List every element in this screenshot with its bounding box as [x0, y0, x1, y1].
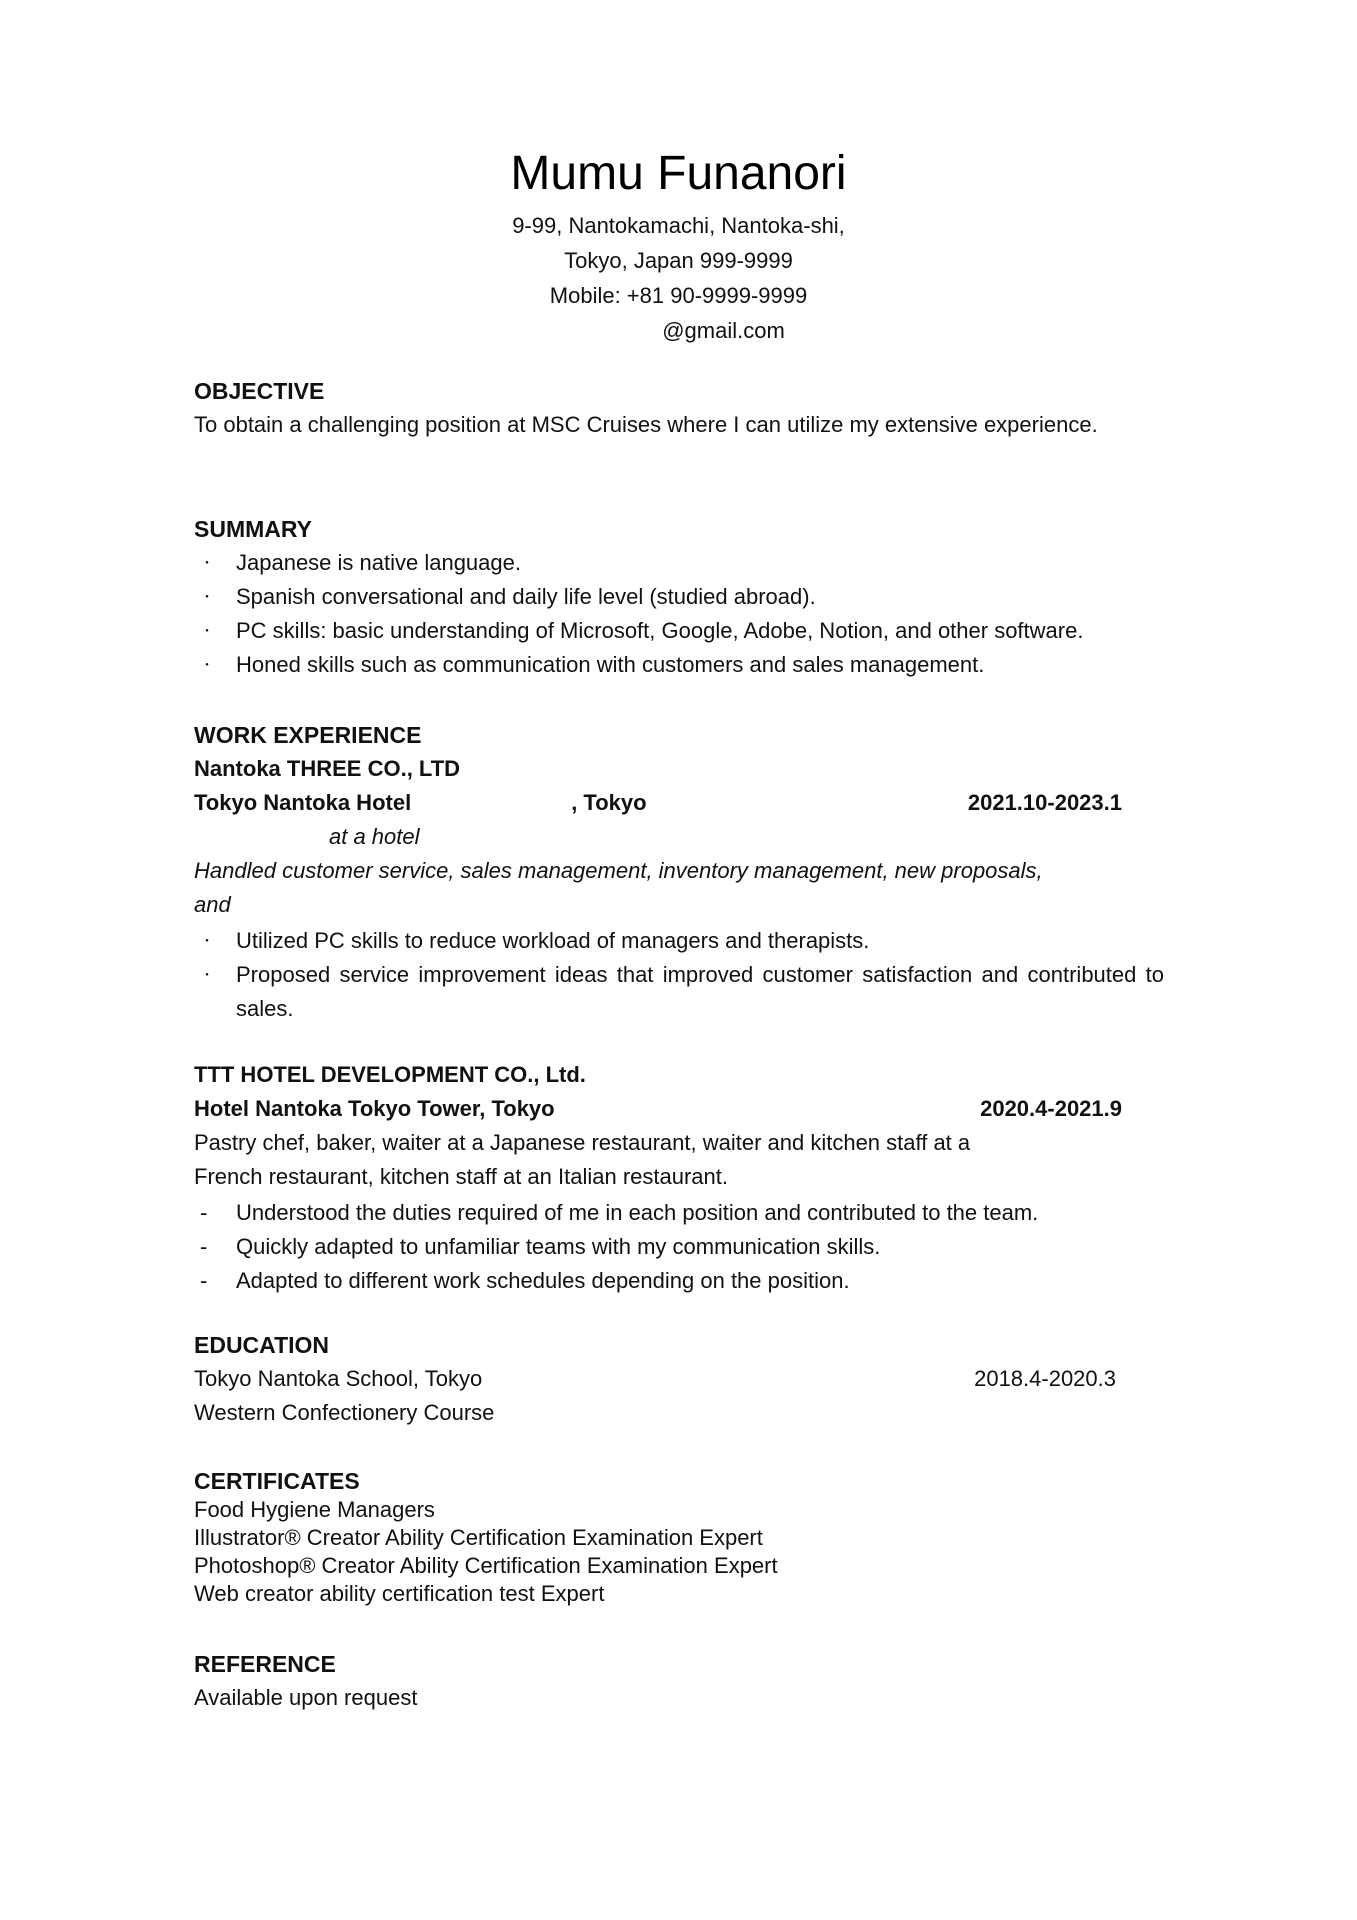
reference-text: Available upon request: [194, 1685, 418, 1710]
job-1-desc-line-1: Handled customer service, sales management, inventory management, new proposals,: [194, 858, 1043, 883]
redacted-email-user: [572, 322, 662, 342]
objective-text: To obtain a challenging position at MSC Cruises where I can utilize my extensive experience.: [194, 412, 1098, 437]
email-line: [0, 313, 1357, 348]
job-1-bullet: ・ Utilized PC skills to reduce workload of managers and therapists.: [194, 924, 1164, 958]
reference-section: [194, 1647, 1164, 1715]
job-2-desc-line-2: French restaurant, kitchen staff at an Italian restaurant.: [194, 1164, 728, 1189]
job-1-bullet: ・ Proposed service improvement ideas that improved customer satisfaction and contributed to sales.: [194, 958, 1164, 1026]
summary-item: ・ Spanish conversational and daily life level (studied abroad).: [194, 580, 1164, 614]
education-heading: EDUCATION: [194, 1332, 330, 1358]
certificate-item: Food Hygiene Managers: [194, 1497, 435, 1522]
email-domain: @gmail.com: [662, 318, 785, 343]
objective-heading: OBJECTIVE: [194, 378, 325, 404]
education-dates: 2018.4-2020.3: [974, 1366, 1116, 1391]
work-heading: WORK EXPERIENCE: [194, 722, 422, 748]
job-2-location-row: [194, 1092, 1122, 1126]
bullet-icon: ・: [200, 555, 214, 571]
mobile-number: Mobile: +81 90-9999-9999: [549, 283, 808, 308]
job-1-location: Tokyo Nantoka Hotel , Tokyo: [194, 790, 647, 815]
job-2-bullet: - Quickly adapted to unfamiliar teams with my communication skills.: [194, 1230, 1164, 1264]
certificate-item: Illustrator® Creator Ability Certification Examination Expert: [194, 1525, 763, 1550]
course-name: Western Confectionery Course: [194, 1400, 495, 1425]
job-1-location-row: [194, 786, 1122, 820]
summary-heading: SUMMARY: [194, 516, 312, 542]
summary-item: ・ Honed skills such as communication with customers and sales management.: [194, 648, 1164, 682]
bullet-icon: ・: [200, 967, 214, 983]
candidate-name: Mumu Funanori: [510, 147, 847, 200]
certificate-item: Web creator ability certification test Expert: [194, 1581, 605, 1606]
address-line-1: 9-99, Nantokamachi, Nantoka-shi,: [512, 213, 845, 238]
bullet-icon: ・: [200, 589, 214, 605]
certificates-heading: CERTIFICATES: [194, 1468, 360, 1494]
job-2-bullet: - Understood the duties required of me in each position and contributed to the team.: [194, 1196, 1164, 1230]
job-1-company: Nantoka THREE CO., LTD: [194, 756, 461, 781]
education-row: [194, 1362, 1116, 1396]
dash-icon: -: [200, 1234, 208, 1259]
objective-section: [194, 374, 1164, 442]
bullet-icon: ・: [200, 623, 214, 639]
summary-section: [194, 512, 1164, 682]
job-2-desc-line-1: Pastry chef, baker, waiter at a Japanese restaurant, waiter and kitchen staff at a: [194, 1130, 971, 1155]
job-2-dates: 2020.4-2021.9: [980, 1096, 1122, 1121]
education-section: [194, 1328, 1164, 1430]
bullet-icon: ・: [200, 933, 214, 949]
dash-icon: -: [200, 1200, 208, 1225]
summary-item: ・ PC skills: basic understanding of Microsoft, Google, Adobe, Notion, and other software.: [194, 614, 1164, 648]
job-2-section: [194, 1058, 1164, 1298]
school-name: Tokyo Nantoka School, Tokyo: [194, 1366, 483, 1391]
job-1-desc-line-2: and: [194, 892, 231, 917]
job-2-company: TTT HOTEL DEVELOPMENT CO., Ltd.: [194, 1062, 586, 1087]
job-1-role: at a hotel: [329, 824, 420, 849]
certificate-item: Photoshop® Creator Ability Certification Examination Expert: [194, 1553, 778, 1578]
reference-heading: REFERENCE: [194, 1651, 336, 1677]
bullet-icon: ・: [200, 657, 214, 673]
summary-item: ・ Japanese is native language.: [194, 546, 1164, 580]
job-1-dates: 2021.10-2023.1: [967, 790, 1122, 815]
job-2-location: Hotel Nantoka Tokyo Tower, Tokyo: [194, 1096, 555, 1121]
certificates-section: [194, 1466, 1164, 1608]
work-section: [194, 718, 1164, 1026]
contact-block: [0, 208, 1357, 348]
dash-icon: -: [200, 1268, 208, 1293]
address-line-2: Tokyo, Japan 999-9999: [564, 248, 793, 273]
job-2-bullet: - Adapted to different work schedules depending on the position.: [194, 1264, 1164, 1298]
